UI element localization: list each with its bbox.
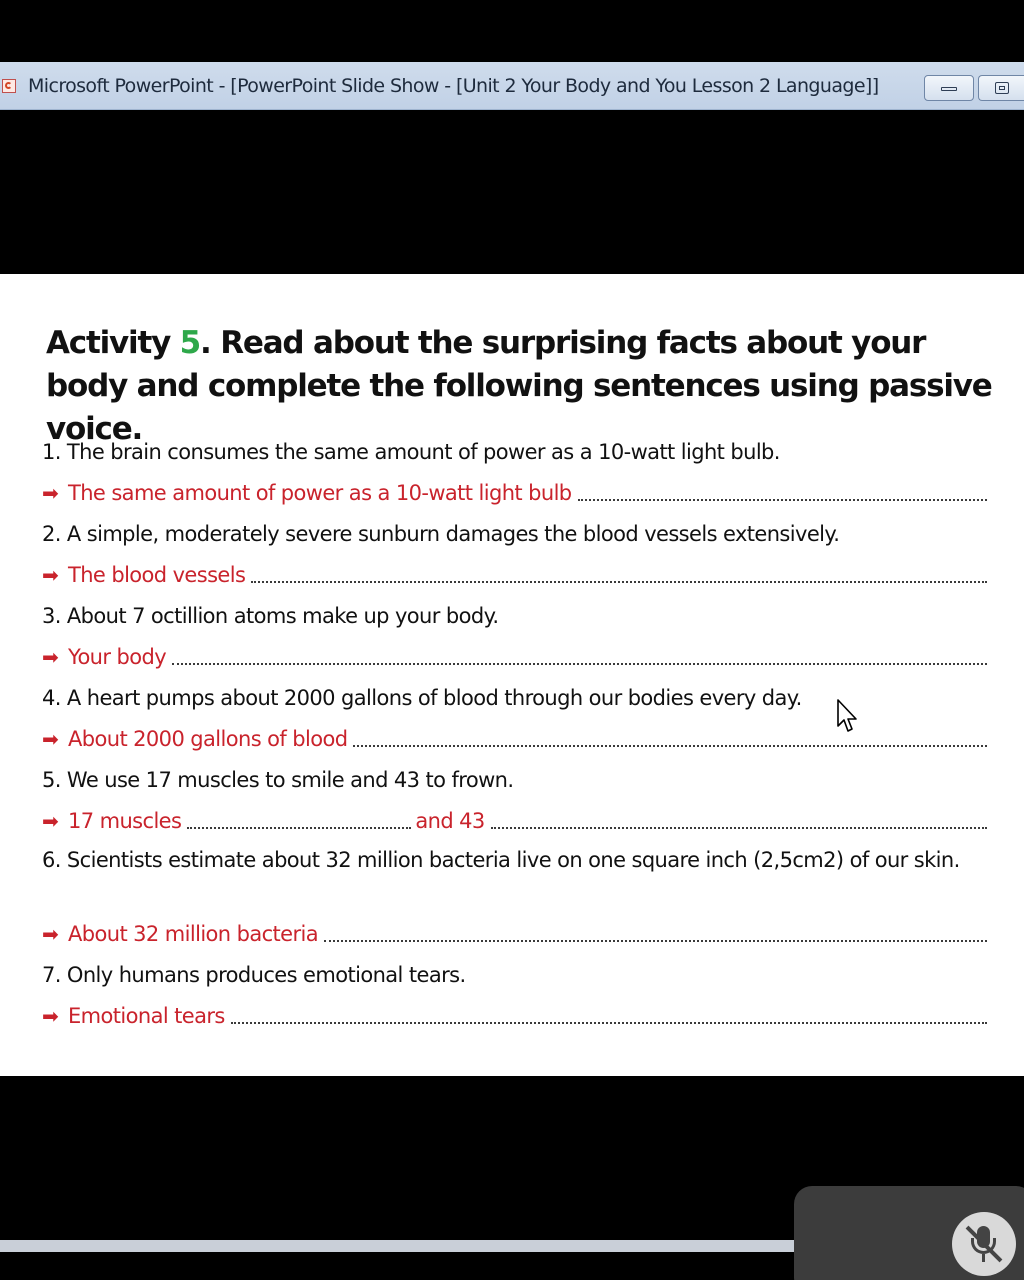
answer-blank [491,823,987,829]
answer-blank [187,823,411,829]
question-1: 1. The brain consumes the same amount of power as a 10-watt light bulb. [42,440,780,464]
minimize-icon [941,87,957,91]
answer-2-text: The blood vessels [68,563,246,587]
question-4: 4. A heart pumps about 2000 gallons of blood through our bodies every day. [42,686,802,710]
activity-number: 5 [179,325,201,361]
mouse-pointer-icon [836,698,860,736]
answer-2 [42,560,987,590]
arrow-icon: ➡ [42,922,59,946]
answer-blank [231,1018,987,1024]
arrow-icon: ➡ [42,809,59,833]
answer-3 [42,642,987,672]
answer-1 [42,478,987,508]
arrow-icon: ➡ [42,481,59,505]
restore-button[interactable] [978,75,1024,101]
question-6: 6. Scientists estimate about 32 million bacteria live on one square inch (2,5cm2) of our skin. [42,848,960,872]
answer-blank [578,495,987,501]
answer-blank [324,936,987,942]
answer-5 [42,806,987,836]
progress-strip [0,1240,800,1252]
question-7: 7. Only humans produces emotional tears. [42,963,466,987]
activity-heading [46,322,996,451]
restore-icon [995,82,1009,94]
heading-prefix: Activity [46,325,180,361]
heading-rest: . Read about the surprising facts about your body and complete the following sentences using passive voice. [46,325,992,447]
answer-7 [42,1001,987,1031]
slide[interactable] [0,274,1024,1076]
question-2: 2. A simple, moderately severe sunburn damages the blood vessels extensively. [42,522,840,546]
answer-6 [42,919,987,949]
window-title-bar [0,62,1024,110]
arrow-icon: ➡ [42,727,59,751]
answer-5-text: 17 muscles [68,809,182,833]
answer-7-text: Emotional tears [68,1004,225,1028]
question-3: 3. About 7 octillion atoms make up your body. [42,604,499,628]
answer-blank [251,577,987,583]
question-5: 5. We use 17 muscles to smile and 43 to frown. [42,768,514,792]
arrow-icon: ➡ [42,563,59,587]
answer-blank [353,741,987,747]
answer-blank [172,659,987,665]
arrow-icon: ➡ [42,645,59,669]
powerpoint-icon[interactable] [2,79,16,93]
arrow-icon: ➡ [42,1004,59,1028]
minimize-button[interactable] [924,75,974,101]
answer-4-text: About 2000 gallons of blood [68,727,348,751]
window-title: Microsoft PowerPoint - [PowerPoint Slide Show - [Unit 2 Your Body and You Lesson 2 Language]] [28,75,879,97]
answer-1-text: The same amount of power as a 10-watt light bulb [68,481,572,505]
answer-3-text: Your body [68,645,167,669]
answer-5-mid: and 43 [415,809,485,833]
mic-stem [982,1254,985,1262]
mic-muted-icon[interactable] [952,1212,1016,1276]
answer-6-text: About 32 million bacteria [68,922,319,946]
